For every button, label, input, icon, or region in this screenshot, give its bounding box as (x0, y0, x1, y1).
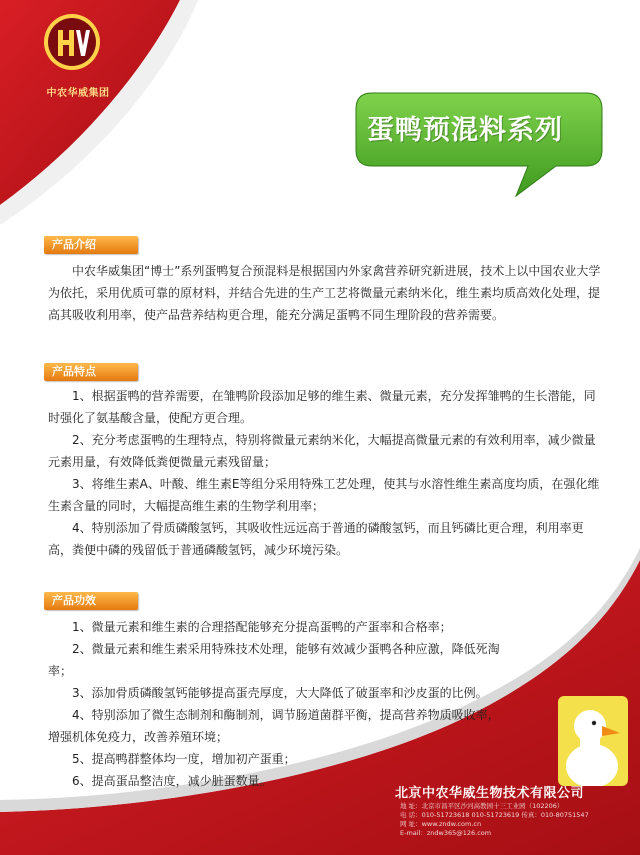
hw-logo-icon (42, 12, 102, 72)
intro-paragraph (48, 260, 606, 326)
footer-contact (400, 802, 636, 838)
feature-item: 2、充分考虑蛋鸭的生理特点，特别将微量元素纳米化，大幅提高微量元素的有效利用率，减少微量元素用量，有效降低粪便微量元素残留量； (48, 433, 596, 469)
effect-item: 5、提高鸭群整体均一度，增加初产蛋重； (72, 752, 296, 766)
footer-email: E-mail：zndw365@126.com (400, 829, 492, 837)
footer-phone: 电 话：010-51723618 010-51723619 传真：010-80751547 (400, 811, 589, 819)
effect-item: 1、微量元素和维生素的合理搭配能够充分提高蛋鸭的产蛋率和合格率； (72, 620, 452, 634)
effects-list (48, 616, 508, 792)
effect-item: 6、提高蛋品整洁度，减少脏蛋数量。 (72, 774, 272, 788)
footer-company-name: 北京中农华威生物技术有限公司 (395, 786, 585, 801)
feature-item: 1、根据蛋鸭的营养需要，在雏鸭阶段添加足够的维生素、微量元素，充分发挥雏鸭的生长潜能，同时强化了氨基酸含量，使配方更合理。 (48, 389, 596, 425)
footer-address: 地 址：北京市昌平区沙河高教园十三工业园（102206） (400, 802, 564, 810)
section-tag-effects: 产品功效 (44, 592, 138, 610)
series-title: 蛋鸭预混料系列 (367, 115, 563, 146)
white-duck-icon (558, 696, 628, 786)
feature-item: 4、特别添加了骨质磷酸氢钙，其吸收性远远高于普通的磷酸氢钙，而且钙磷比更合理，利用率更高，粪便中磷的残留低于普通磷酸氢钙，减少环境污染。 (48, 521, 584, 557)
features-list (48, 385, 606, 561)
feature-item: 3、将维生素A、叶酸、维生素E等组分采用特殊工艺处理，使其与水溶性维生素高度均质，在强化维生素含量的同时，大幅提高维生素的生物学利用率； (48, 477, 600, 513)
intro-text: 中农华威集团“博士”系列蛋鸭复合预混料是根据国内外家禽营养研究新进展，技术上以中国农业大学为依托，采用优质可靠的原材料，并结合先进的生产工艺将微量元素纳米化，维生素均质高效化处理，提高其吸收利用率，使产品营养结构更合理，能充分满足蛋鸭不同生理阶段的营养需要。 (48, 264, 601, 322)
effect-item: 3、添加骨质磷酸氢钙能够提高蛋壳厚度，大大降低了破蛋率和沙皮蛋的比例。 (72, 686, 488, 700)
effect-item: 4、特别添加了微生态制剂和酶制剂，调节肠道菌群平衡，提高营养物质吸收率，增强机体免疫力，改善养殖环境； (48, 708, 500, 744)
company-short-name: 中农华威集团 (46, 88, 110, 99)
effect-item: 2、微量元素和维生素采用特殊技术处理，能够有效减少蛋鸭各种应激，降低死淘率； (48, 642, 500, 678)
footer-website: 网 址：www.zndw.com.cn (400, 820, 482, 828)
section-tag-intro: 产品介绍 (44, 236, 138, 254)
section-tag-features: 产品特点 (44, 363, 138, 381)
